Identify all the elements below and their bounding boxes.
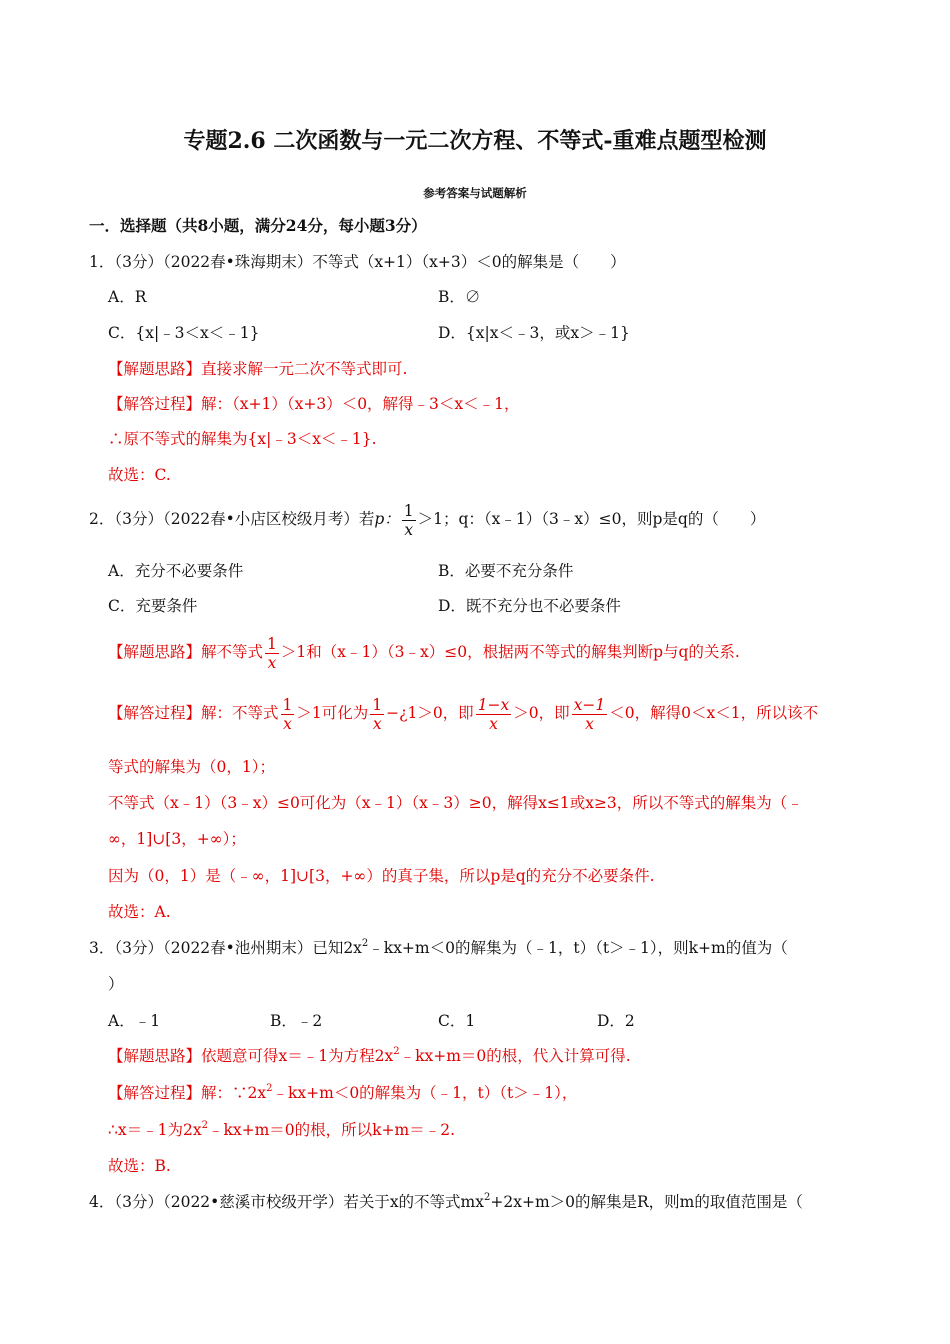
fraction-1-over-x: $\frac{1}{x}$ [267,634,277,672]
answer-label: 故选： [108,1157,155,1175]
q3-process: 【解答过程】解：$\because 2x^2﹣kx+m<0$的解集为（﹣1，t）（t＞﹣1）， [108,1083,578,1102]
q3-option-a: A．﹣1 [108,1012,161,1030]
q1-option-d: D．{x|x＜﹣3，或x＞﹣1} [438,324,630,342]
thinking-label: 【解题思路】 [108,360,202,378]
q1-stem: 1．（3分）（2022春•珠海期末）不等式（x+1）（x+3）＜0的解集是（ ） [89,253,626,271]
q2-option-d: D．既不充分也不必要条件 [438,597,621,615]
q3-conclusion: ∴x＝﹣1为$2x^2﹣kx+m=0$的根，所以k+m＝﹣2. [108,1120,456,1139]
page-subtitle: 参考答案与试题解析 [423,186,527,200]
q2-stem [89,500,765,539]
q2-thinking: 【解题思路】解不等式 $\frac{1}{x}$ ＞1和（x﹣1）（3﹣x）≤0，根据两不等式的解集判断p与q的关系. [108,634,740,672]
q3-answer [108,1156,171,1176]
q3-thinking: 【解题思路】依题意可得x＝﹣1为方程$2x^2﹣kx+m=0$的根，代入计算可得. [108,1046,631,1065]
q1-thinking-text: 直接求解一元二次不等式即可. [201,360,408,378]
fraction-1-over-x: $\frac{1}{x}$ [403,501,414,539]
q2-process-line5: 因为（0，1）是（﹣∞，1]∪[3，+∞）的真子集，所以p是q的充分不必要条件. [108,867,655,885]
q1-process-text: 解：（x+1）（x+3）＜0，解得﹣3＜x＜﹣1， [201,395,520,413]
fraction-1-minus-x-over-x: $\frac{1-x}{x}$ [477,695,510,733]
q2-option-c: C．充要条件 [108,597,198,615]
q1-option-c: C．{x|﹣3＜x＜﹣1} [108,324,260,342]
q2-p-label: p： [374,510,400,528]
q3-stem: 3．（3分）（2022春•池州期末）已知$2x^2﹣kx+m<0$的解集为（﹣1，t）（t＞﹣1），则k+m的值为（ [89,938,788,957]
q2-process-line2: 等式的解集为（0，1）； [108,758,275,776]
q2-stem-suffix: ＞1；q：（x﹣1）（3﹣x）≤0，则p是q的（ ） [417,510,766,528]
q3-option-b: B．﹣2 [270,1012,323,1030]
q2-process-line4: ∞，1]∪[3，+∞）； [108,830,246,848]
q3-option-d: D．2 [597,1012,635,1030]
q4-stem: 4．（3分）（2022•慈溪市校级开学）若关于x的不等式$mx^2+2x+m>0$的解集是R，则m的取值范围是（ [89,1192,803,1211]
q3-answer-choice: B. [154,1157,171,1175]
q2-stem-prefix: 2．（3分）（2022春•小店区校级月考）若 [89,510,375,528]
q1-thinking [108,359,407,379]
q2-option-b: B．必要不充分条件 [438,562,574,580]
q1-process [108,394,520,414]
q1-answer-choice: C. [154,466,171,484]
thinking-label: 【解题思路】 [108,1047,202,1065]
q1-answer [108,465,171,485]
q2-process: 【解答过程】解：不等式 $\frac{1}{x}$ ＞1可化为 $\frac{1}{x}$ −¿1＞0，即 $\frac{1-x}{x}$ ＞0，即 $\frac{x-1}{x}$ ＜0，解得0＜x＜1，所以该不 [108,695,819,733]
q1-option-b: B．∅ [438,288,481,306]
fraction-1-over-x: $\frac{1}{x}$ [372,695,383,733]
process-label: 【解答过程】 [108,704,202,722]
q2-answer-choice: A. [154,903,171,921]
answer-label: 故选： [108,903,155,921]
answer-label: 故选： [108,466,155,484]
q2-option-a: A．充分不必要条件 [108,562,244,580]
fraction-x-minus-1-over-x: $\frac{x-1}{x}$ [573,695,606,733]
q2-answer [108,902,171,922]
process-label: 【解答过程】 [108,395,202,413]
page-title: 专题2.6 二次函数与一元二次方程、不等式-重难点题型检测 [183,128,767,154]
section-heading: 一．选择题（共8小题，满分24分，每小题3分） [89,216,427,235]
q1-option-a: A．R [108,288,147,306]
q2-process-line3: 不等式（x﹣1）（3﹣x）≤0可化为（x﹣1）（x﹣3）≥0，解得x≤1或x≥3，所以不等式的解集为（﹣ [108,794,803,812]
thinking-label: 【解题思路】 [108,643,202,661]
q1-conclusion: ∴原不等式的解集为{x|﹣3＜x＜﹣1}. [108,430,377,448]
fraction-1-over-x: $\frac{1}{x}$ [282,695,293,733]
process-label: 【解答过程】 [108,1084,202,1102]
q3-option-c: C．1 [438,1012,476,1030]
q3-stem-cont: ） [108,975,124,993]
